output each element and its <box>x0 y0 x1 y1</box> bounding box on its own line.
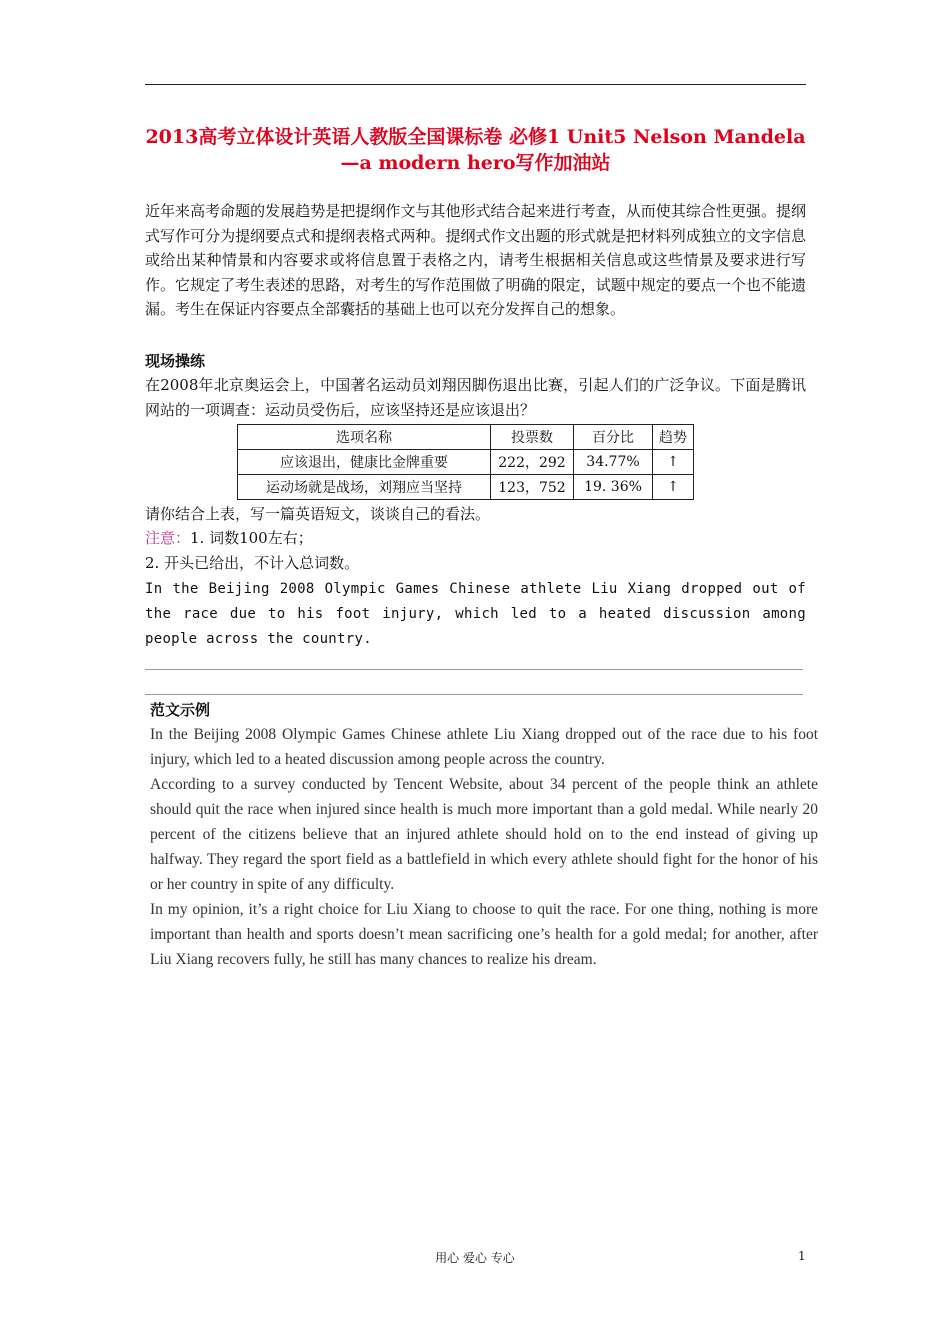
table-header-row <box>238 425 694 450</box>
sample-paragraph: In the Beijing 2008 Olympic Games Chinese athlete Liu Xiang dropped out of the race due to his foot injury, which led to a heated discussion among people across the country. <box>150 726 818 768</box>
note-label: 注意： <box>145 529 191 547</box>
intro-paragraph: 近年来高考命题的发展趋势是把提纲作文与其他形式结合起来进行考查，从而使其综合性更强。提纲式写作可分为提纲要点式和提纲表格式两种。提纲式作文出题的形式就是把材料列成独立的文字信息或给出某种情景和内容要求或将信息置于表格之内，请考生根据相关信息或这些情景及要求进行写作。它规定了考生表述的思路，对考生的写作范围做了明确的限定，试题中规定的要点一个也不能遗漏。考生在保证内容要点全部囊括的基础上也可以充分发挥自己的想象。 <box>145 202 806 319</box>
table-cell: 19. 36% <box>574 475 653 500</box>
instruction-text: 请你结合上表，写一篇英语短文，谈谈自己的看法。 <box>145 505 491 523</box>
practice-heading: 现场操练 <box>145 352 206 370</box>
table-cell: 34.77% <box>574 450 653 475</box>
table-header-cell: 选项名称 <box>238 425 491 450</box>
table-row <box>238 450 694 475</box>
table-header-cell: 趋势 <box>653 425 694 450</box>
sample-paragraph: In my opinion, it’s a right choice for Liu Xiang to choose to quit the race. For one thing, nothing is more important than health and sports doesn’t mean sacrificing one’s health for a gold medal; for another, after Liu Xiang recovers fully, he still has many chances to realize his dream. <box>150 901 818 968</box>
header-rule <box>145 84 806 85</box>
sample-body <box>150 722 818 972</box>
table-header-cell: 投票数 <box>491 425 574 450</box>
survey-table <box>237 424 694 500</box>
note-item-1: 1. 词数100左右； <box>190 529 313 547</box>
sample-paragraph: According to a survey conducted by Tencent Website, about 34 percent of the people think an athlete should quit the race when injured since health is much more important than a gold medal. While nearly 20 percent of the citizens believe that an injured athlete should hold on to the end instead of giving up halfway. They regard the sport field as a battlefield in which every athlete should fight for the honor of his or her country in spite of any difficulty. <box>150 776 818 893</box>
table-cell: 222，292 <box>491 450 574 475</box>
table-cell: 运动场就是战场，刘翔应当坚持 <box>238 475 491 500</box>
page-footer: 用心 爱心 专心 <box>435 1251 515 1265</box>
table-cell: 应该退出，健康比金牌重要 <box>238 450 491 475</box>
up-arrow-icon: ↑ <box>653 475 694 500</box>
answer-line[interactable] <box>145 694 803 695</box>
answer-line[interactable] <box>145 669 803 670</box>
page-number: 1 <box>798 1249 806 1263</box>
note-line-1 <box>145 526 313 550</box>
table-row <box>238 475 694 500</box>
sample-heading: 范文示例 <box>150 701 211 719</box>
table-cell: 123，752 <box>491 475 574 500</box>
given-opening: In the Beijing 2008 Olympic Games Chinese athlete Liu Xiang dropped out of the race due to his foot injury, which led to a heated discussion among people across the country. <box>145 581 806 647</box>
practice-text: 在2008年北京奥运会上，中国著名运动员刘翔因脚伤退出比赛，引起人们的广泛争议。下面是腾讯网站的一项调查：运动员受伤后，应该坚持还是应该退出？ <box>145 376 806 419</box>
note-item-2: 2. 开头已给出，不计入总词数。 <box>145 554 360 572</box>
document-title: 2013高考立体设计英语人教版全国课标卷 必修1 Unit5 Nelson Mandela—a modern hero写作加油站 <box>145 126 806 174</box>
sample-essay <box>150 698 818 972</box>
up-arrow-icon: ↑ <box>653 450 694 475</box>
table-header-cell: 百分比 <box>574 425 653 450</box>
